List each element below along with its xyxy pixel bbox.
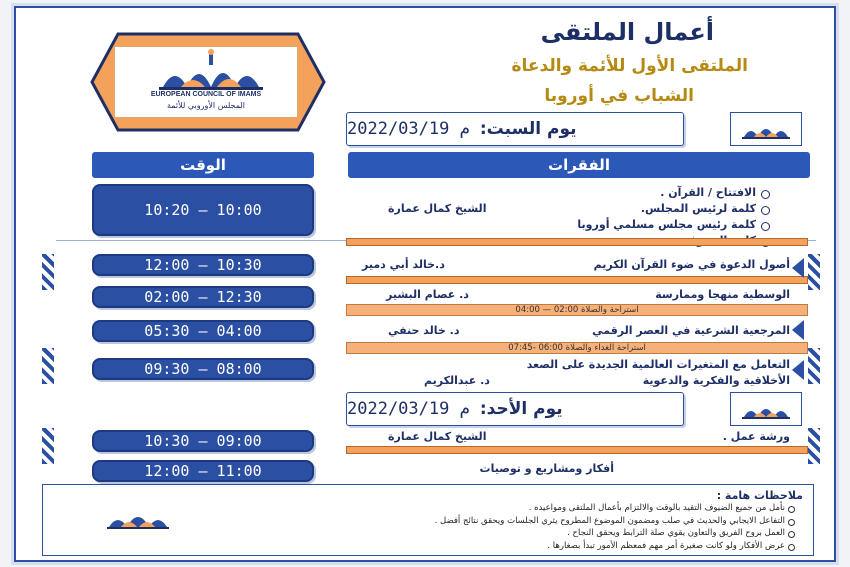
list-item: التفاعل الايجابي والحديث في صلب ومضمون الموضوع المطروح يثري الجلسات ويحقق نتائج أفضل . bbox=[435, 516, 795, 529]
notes-title: ملاحظات هامة : bbox=[716, 489, 803, 502]
chevron-icon bbox=[792, 258, 804, 278]
list-item: كلمة لرئيس المجلس. bbox=[577, 202, 770, 218]
mosque-logo-icon bbox=[738, 117, 794, 141]
notes-box bbox=[42, 484, 814, 556]
chevron-icon bbox=[792, 320, 804, 340]
paragraphs-header: الفقرات bbox=[348, 152, 810, 178]
program-sheet bbox=[14, 6, 836, 562]
right-ornament bbox=[808, 254, 820, 290]
day2-date: 2022/03/19 م bbox=[347, 399, 470, 419]
left-ornament bbox=[42, 428, 54, 464]
day2-label: يوم الأحد: bbox=[479, 399, 563, 419]
list-item: الافتتاح / القرآن . bbox=[577, 186, 770, 202]
list-item: نأمل من جميع الضيوف التقيد بالوقت والالتزام بأعمال الملتقى ومواعيده . bbox=[435, 503, 795, 516]
day2-session1-title: ورشة عمل . bbox=[722, 430, 790, 443]
session2-speaker: د. عصام البشير bbox=[386, 288, 469, 301]
day2-banner bbox=[346, 392, 684, 426]
session3-speaker: د. خالد حنفي bbox=[388, 324, 460, 337]
day1-banner bbox=[346, 112, 684, 146]
session4-title: التعامل مع المتغيرات العالمية الجديدة على الصعد bbox=[526, 358, 790, 371]
logo-arabic-name: المجلس الأوروبي للأئمة bbox=[166, 101, 245, 110]
session2-title: الوسطية منهجا وممارسة bbox=[655, 288, 790, 301]
subtitle-line1: الملتقى الأول للأئمة والدعاة bbox=[511, 56, 748, 76]
day1-logo bbox=[730, 112, 802, 146]
list-item: العمل بروح الفريق والتعاون يقوي صلة الترابط ويحقق النجاح . bbox=[435, 528, 795, 541]
day2-session2-time: 12:00 — 11:00 bbox=[92, 460, 314, 482]
break-bar: استراحة والصلاة 02:00 — 04:00 bbox=[346, 304, 808, 316]
right-ornament bbox=[808, 428, 820, 464]
separator-bar bbox=[346, 446, 808, 454]
day2-session2-title: أفكار ومشاريع و توصيات bbox=[479, 462, 614, 475]
subtitle-line2: الشباب في أوروبا bbox=[544, 86, 694, 106]
day2-session1-time: 10:30 — 09:00 bbox=[92, 430, 314, 452]
logo-english-name: EUROPEAN COUNCIL OF IMAMS bbox=[150, 91, 262, 98]
day1-label: يوم السبت: bbox=[479, 119, 577, 139]
session4-speaker: د. عبدالكريم bbox=[424, 374, 490, 387]
break-bar: استراحة الغداء والصلاة 06:00 -07:45 bbox=[346, 342, 808, 354]
session4-time: 09:30 — 08:00 bbox=[92, 358, 314, 380]
page-title: أعمال الملتقى bbox=[540, 18, 714, 46]
session4-title-line2: الأخلاقية والفكرية والدعوية bbox=[642, 374, 790, 387]
opening-time: 10:20 — 10:00 bbox=[92, 184, 314, 236]
list-item: كلمة رئيس مجلس مسلمي أوروبا bbox=[577, 218, 770, 234]
mosque-logo-icon bbox=[115, 47, 299, 91]
session3-time: 05:30 — 04:00 bbox=[92, 320, 314, 342]
session3-title: المرجعية الشرعية في العصر الرقمي bbox=[592, 324, 790, 337]
left-ornament bbox=[42, 348, 54, 384]
session2-time: 02:00 — 12:30 bbox=[92, 286, 314, 308]
day2-logo bbox=[730, 392, 802, 426]
council-logo bbox=[114, 46, 298, 118]
session1-time: 12:00 — 10:30 bbox=[92, 254, 314, 276]
separator-bar bbox=[346, 238, 808, 246]
opening-speaker: الشيخ كمال عمارة bbox=[388, 202, 487, 215]
mosque-logo-icon bbox=[103, 503, 173, 533]
day1-date: 2022/03/19 م bbox=[347, 119, 470, 139]
list-item: عرض الأفكار ولو كانت صغيرة أمر مهم فمعظم الأمور تبدأ بصغارها . bbox=[435, 541, 795, 554]
left-ornament bbox=[42, 254, 54, 290]
right-ornament bbox=[808, 348, 820, 384]
session1-title: أصول الدعوة في ضوء القرآن الكريم bbox=[593, 258, 790, 271]
time-header: الوقت bbox=[92, 152, 314, 178]
chevron-icon bbox=[792, 360, 804, 380]
session1-speaker: د.خالد أبي دمير bbox=[362, 258, 445, 271]
mosque-logo-icon bbox=[738, 397, 794, 421]
day2-session1-speaker: الشيخ كمال عمارة bbox=[388, 430, 487, 443]
notes-list bbox=[435, 503, 795, 553]
separator-bar bbox=[346, 276, 808, 284]
